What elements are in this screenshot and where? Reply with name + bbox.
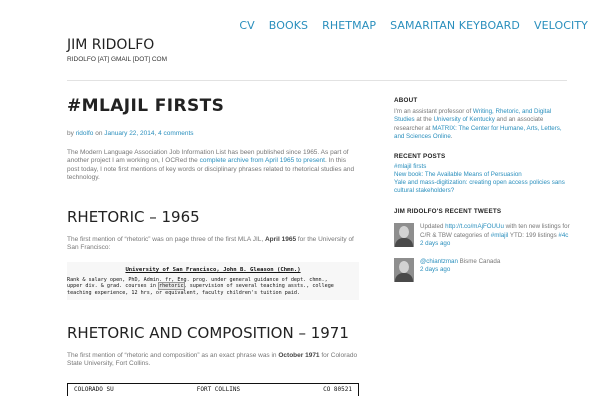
scan-image-1971 [67, 383, 359, 396]
intro-text-b: . In this post today, I note first mentions of key words or disciplinary phrases related to rhetorical studies and technology. [67, 157, 355, 182]
tweet-handle[interactable]: @chiantzman [420, 258, 458, 266]
tweet-body-2: YTD: 199 listings [509, 231, 557, 239]
nav-rhetmap[interactable]: RHETMAP [322, 19, 377, 32]
scan-left-text: COLORADO SU [74, 386, 114, 394]
meta-comments-link[interactable]: 4 comments [158, 130, 194, 137]
scan-highlight-rhetoric: rhetoric [159, 283, 184, 290]
main-content [67, 96, 359, 396]
tweet-link[interactable]: http://t.co/mAjFOUUu [445, 223, 504, 231]
about-text-3: and an associate researcher at [394, 116, 544, 132]
site-title[interactable]: JIM RIDOLFO [67, 37, 155, 53]
section-text-a: The first mention of “rhetoric and composition” as an exact phrase was in [67, 352, 277, 360]
scan-image-1965 [67, 262, 359, 300]
intro-paragraph [67, 149, 359, 183]
scan-line: teaching experience, 12 hrs, or equivalent, faculty children's tuition paid. [67, 289, 301, 296]
post-meta: by ridolfo on January 22, 2014, 4 comments [67, 130, 194, 137]
tweet-item [394, 223, 570, 248]
scan-line [67, 283, 359, 289]
tweet-time[interactable]: 2 days ago [420, 239, 451, 247]
nav-samaritan-keyboard[interactable]: SAMARITAN KEYBOARD [390, 19, 520, 32]
tweet-text [420, 223, 570, 248]
scan-line: Rank & salary open, PhD, Admin. fr, Eng. prog. under general guidance of dept. chmn., [67, 276, 328, 283]
tweets-heading: JIM RIDOLFO'S RECENT TWEETS [394, 208, 502, 216]
recent-posts-list [394, 163, 570, 196]
scan-center-text: FORT COLLINS [196, 386, 241, 394]
about-text-1: I'm an assistant professor of [394, 108, 472, 115]
tweet-hashtag[interactable]: #mlajil [490, 231, 509, 239]
section-heading-rhetoric-1965: RHETORIC – 1965 [67, 207, 200, 226]
section-rhetoric-1965-text [67, 236, 359, 253]
scan-heading: University of San Francisco, John B. Gleason (Chmn.) [125, 267, 301, 274]
meta-on: on [95, 130, 103, 137]
list-item [394, 179, 570, 195]
about-text-2: at the [416, 116, 432, 124]
sidebar [394, 97, 570, 282]
meta-date-link[interactable]: January 22, 2014 [104, 130, 155, 137]
section-heading-rhetoric-composition-1971: RHETORIC AND COMPOSITION – 1971 [67, 324, 349, 343]
avatar [394, 223, 414, 247]
nav-books[interactable]: BOOKS [268, 19, 309, 32]
section-text-b: for the University of San Francisco: [67, 235, 354, 252]
section-text-a: The first mention of “rhetoric” was on page three of the first MLA JIL, [67, 235, 264, 243]
scan-line-segment: , supervision of several teaching assts., college [183, 283, 334, 290]
scan-right-text: CO 80521 [323, 386, 352, 394]
tweet-hashtag[interactable]: #4c [558, 231, 569, 239]
about-link-uk[interactable]: University of Kentucky [433, 116, 495, 124]
tweet-time[interactable]: 2 days ago [420, 266, 451, 274]
list-item [394, 171, 570, 179]
scan-line-segment: upper div. & grad. courses in [67, 283, 160, 290]
site-description: RIDOLFO [AT] GMAIL [DOT] COM [67, 56, 168, 63]
tweet-item [394, 258, 570, 282]
meta-by: by [67, 130, 74, 137]
post-title: #MLAJIL FIRSTS [67, 96, 225, 116]
tweet-body: with ten new listings for C/R & TBW categories of [420, 223, 570, 239]
tweet-pre: Updated [420, 223, 444, 231]
about-link-matrix[interactable]: MATRIX: The Center for Humane, Arts, Letters, and Sciences Online [394, 124, 562, 141]
top-navigation [239, 19, 588, 32]
intro-text-a: The Modern Language Association Job Information List has been published since 1965. As part of another project I am working on, I OCRed the [67, 149, 349, 165]
nav-cv[interactable]: CV [239, 19, 255, 32]
list-item [394, 163, 570, 171]
recent-posts-heading: RECENT POSTS [394, 152, 446, 160]
header-divider [67, 80, 567, 81]
section-text-b: for Colorado State University, Fort Collins. [67, 352, 358, 368]
about-text [394, 108, 570, 142]
section-date-bold: April 1965 [264, 235, 297, 243]
tweet-text [420, 258, 500, 282]
archive-link[interactable]: complete archive from April 1965 to present [199, 157, 325, 165]
avatar [394, 258, 414, 282]
section-rhetoric-composition-1971-text [67, 352, 359, 369]
about-heading: ABOUT [394, 97, 418, 104]
nav-velocity[interactable]: VELOCITY [533, 19, 588, 32]
meta-author-link[interactable]: ridolfo [75, 130, 94, 137]
section-date-bold: October 1971 [278, 352, 320, 360]
recent-post-link[interactable]: New book: The Available Means of Persuasion [394, 170, 522, 178]
about-text-4: . [450, 133, 453, 141]
recent-post-link[interactable]: #mlajil firsts [394, 162, 427, 170]
about-link-wrds[interactable]: Writing, Rhetoric, and Digital Studies [394, 108, 552, 124]
recent-post-link[interactable]: Yale and mass-digitization: creating open access policies sans cultural stakeholders? [394, 179, 565, 195]
tweet-body: Bisme Canada [459, 258, 501, 266]
